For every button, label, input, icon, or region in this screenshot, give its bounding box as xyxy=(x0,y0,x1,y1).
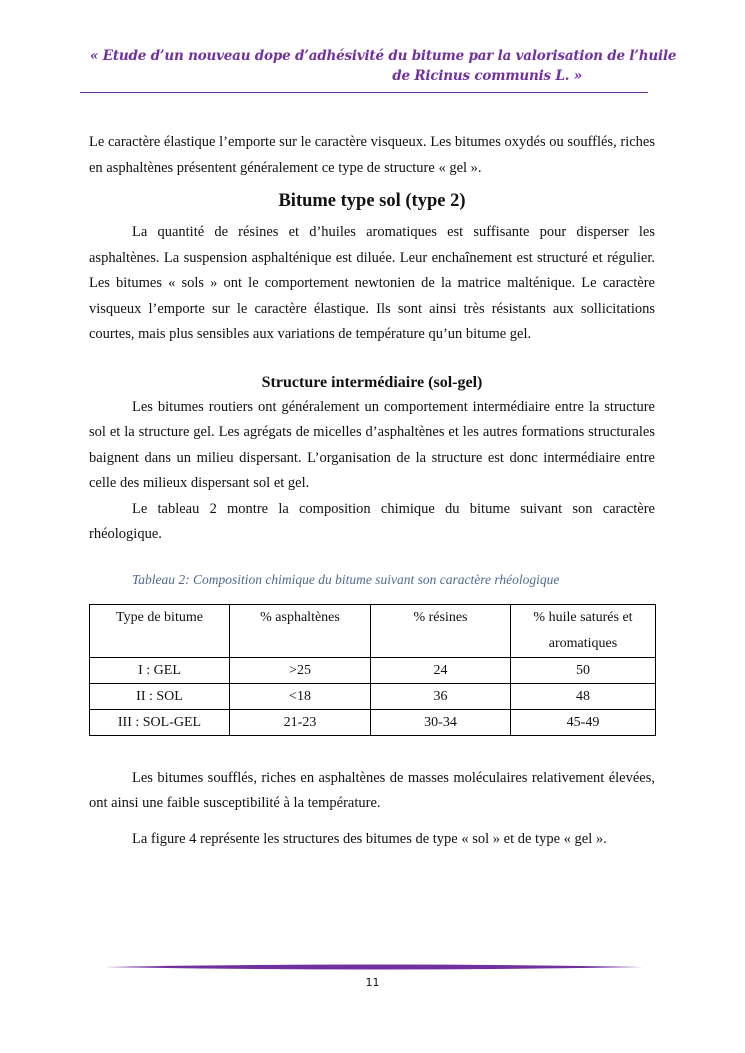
composition-table xyxy=(89,604,656,736)
footer-divider xyxy=(105,963,643,971)
table-header-cell: % asphaltènes xyxy=(230,604,371,657)
table-cell: 30-34 xyxy=(371,709,511,735)
table-cell: 45-49 xyxy=(511,709,656,735)
table-row xyxy=(90,657,656,683)
table-cell: 50 xyxy=(511,657,656,683)
table-cell: 24 xyxy=(371,657,511,683)
page-number: 11 xyxy=(365,976,380,989)
table-header-cell: % huile saturés et aromatiques xyxy=(511,604,656,657)
table-cell: 48 xyxy=(511,683,656,709)
table-header-cell: % résines xyxy=(371,604,511,657)
paragraph-sol: La quantité de résines et d’huiles aromatiques est suffisante pour disperser les asphaltènes. La suspension asphalténique est diluée. Leur enchaînement est structuré et régulier. Les bitumes « sols » ont le comportement newtonien de la matrice malténique. Le caractère visqueux l’emporte sur le caractère élastique. Ils sont ainsi très résistants aux sollicitations courtes, mais plus sensibles aux variations de température qu’un bitume gel. xyxy=(89,224,655,342)
table-row xyxy=(90,709,656,735)
table-cell: III : SOL-GEL xyxy=(90,709,230,735)
header-title-line2: de Ricinus communis L. » xyxy=(392,68,582,84)
header-divider xyxy=(80,92,648,93)
table-cell: 36 xyxy=(371,683,511,709)
table-cell: <18 xyxy=(230,683,371,709)
table-cell: II : SOL xyxy=(90,683,230,709)
heading-bitume-sol: Bitume type sol (type 2) xyxy=(278,191,466,211)
table-header-row xyxy=(90,604,656,657)
paragraph-intro: Le caractère élastique l’emporte sur le caractère visqueux. Les bitumes oxydés ou soufflés, riches en asphaltènes présentent généralement ce type de structure « gel ». xyxy=(89,134,655,176)
table-caption: Tableau 2: Composition chimique du bitume suivant son caractère rhéologique xyxy=(132,571,560,587)
table-row xyxy=(90,683,656,709)
paragraph-intermediaire: Les bitumes routiers ont généralement un comportement intermédiaire entre la structure sol et la structure gel. Les agrégats de micelles d’asphaltènes et les autres formations structurales baignent dans un milieu dispersant. L’organisation de la structure est donc intermédiaire entre celle des milieux dispersant sol et gel. xyxy=(89,398,655,491)
header-title-line1: « Etude d’un nouveau dope d’adhésivité du bitume par la valorisation de l’huile xyxy=(90,48,677,64)
heading-structure-intermediaire: Structure intermédiaire (sol-gel) xyxy=(261,373,483,391)
table-cell: 21-23 xyxy=(230,709,371,735)
page-body xyxy=(89,130,655,852)
table-header-cell: Type de bitume xyxy=(90,604,230,657)
paragraph-figure-ref: La figure 4 représente les structures des bitumes de type « sol » et de type « gel ». xyxy=(132,830,607,847)
table-cell: >25 xyxy=(230,657,371,683)
paragraph-souffles: Les bitumes soufflés, riches en asphaltènes de masses moléculaires relativement élevées, ont ainsi une faible susceptibilité à la température. xyxy=(89,769,655,811)
table-cell: I : GEL xyxy=(90,657,230,683)
paragraph-table-intro: Le tableau 2 montre la composition chimique du bitume suivant son caractère rhéologique. xyxy=(89,500,655,542)
